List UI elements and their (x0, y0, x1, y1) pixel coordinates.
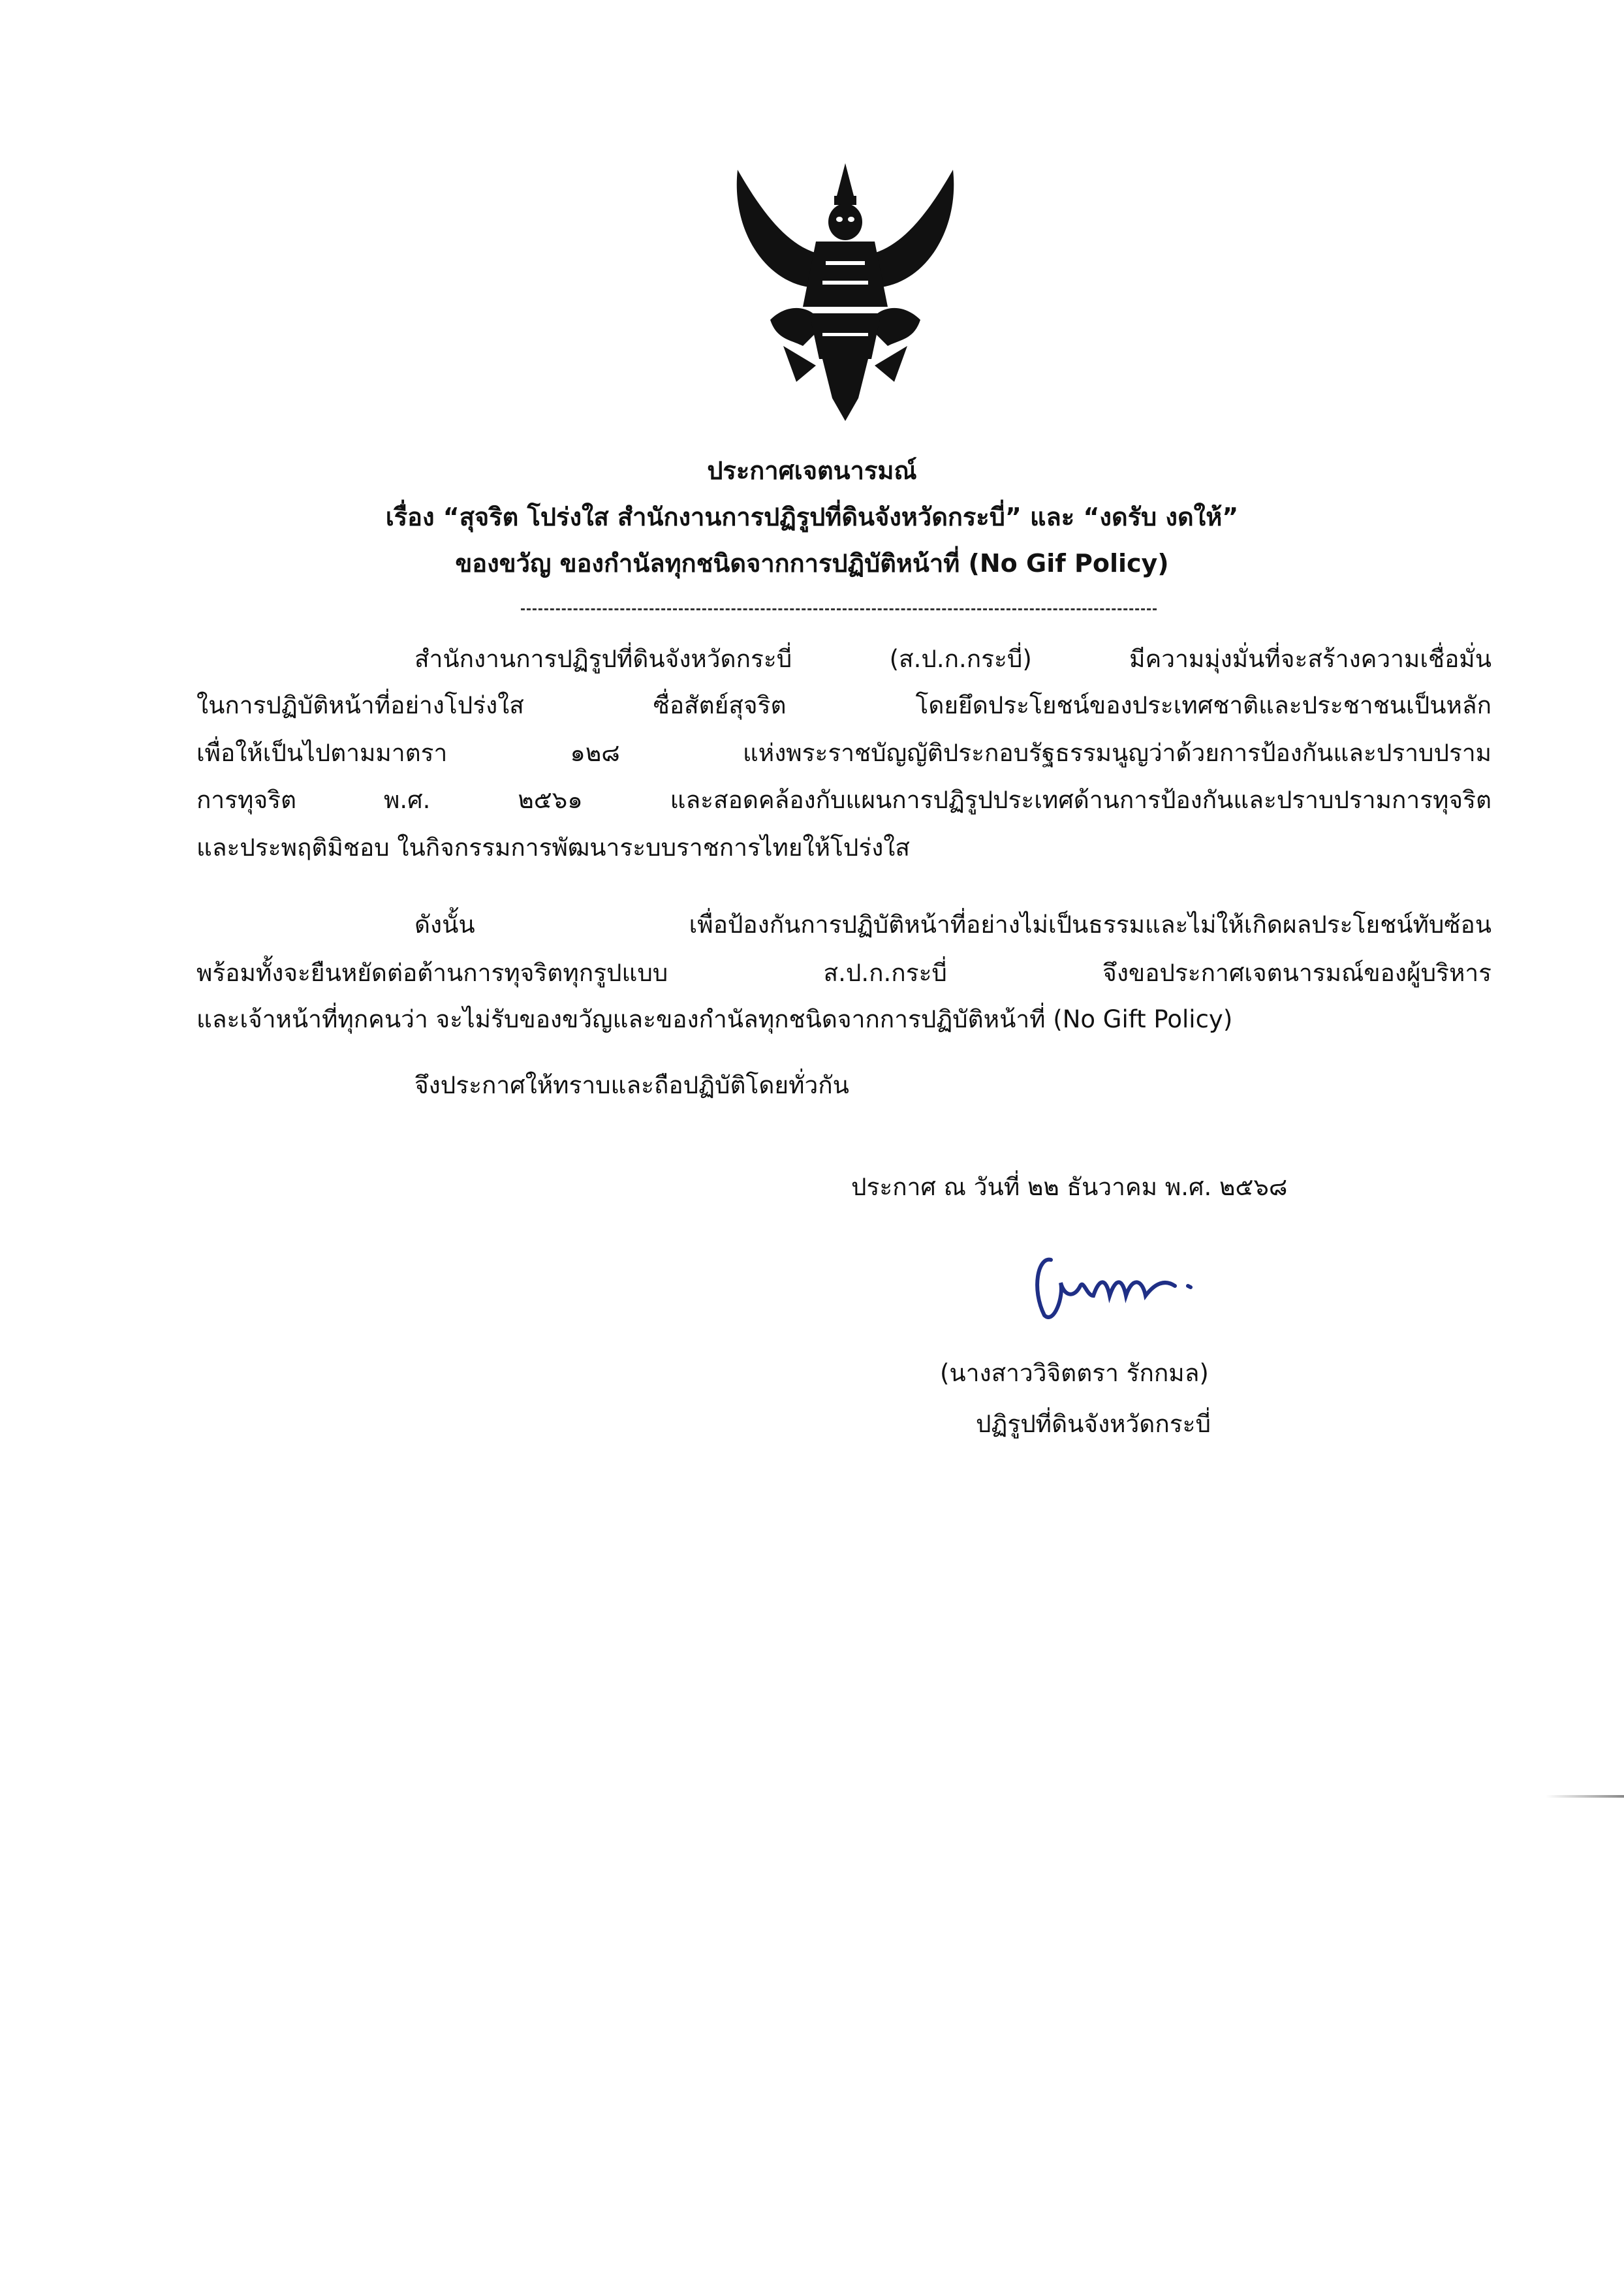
paragraph-1-line: การทุจริต พ.ศ. ๒๕๖๑ และสอดคล้องกับแผนการปฏิรูปประเทศด้านการป้องกันและปราบปรามการทุจริต (196, 786, 1491, 814)
paragraph-2-line: ดังนั้น เพื่อป้องกันการปฏิบัติหน้าที่อย่างไม่เป็นธรรมและไม่ให้เกิดผลประโยชน์ทับซ้อน (414, 911, 1491, 939)
paragraph-2-line: และเจ้าหน้าที่ทุกคนว่า จะไม่รับของขวัญและของกำนัลทุกชนิดจากการปฏิบัติหน้าที่ (No Gift Policy) (196, 1005, 1233, 1033)
signature (1025, 1250, 1234, 1328)
paragraph-1-line: เพื่อให้เป็นไปตามมาตรา ๑๒๘ แห่งพระราชบัญญัติประกอบรัฐธรรมนูญว่าด้วยการป้องกันและปราบปราม (196, 739, 1491, 767)
signatory-position: ปฏิรูปที่ดินจังหวัดกระบี่ (976, 1410, 1211, 1438)
signatory-name: (นางสาววิจิตตรา รักกมล) (940, 1359, 1209, 1387)
paragraph-2-line: พร้อมทั้งจะยืนหยัดต่อต้านการทุจริตทุกรูปแบบ ส.ป.ก.กระบี่ จึงขอประกาศเจตนารมณ์ของผู้บริหาร (196, 959, 1491, 987)
paragraph-1-line: และประพฤติมิชอบ ในกิจกรรมการพัฒนาระบบราชการไทยให้โปร่งใส (196, 834, 910, 862)
announcement-date: ประกาศ ณ วันที่ ๒๒ ธันวาคม พ.ศ. ๒๕๖๘ (851, 1173, 1288, 1201)
paragraph-1-line: สำนักงานการปฏิรูปที่ดินจังหวัดกระบี่ (ส.ป.ก.กระบี่) มีความมุ่งมั่นที่จะสร้างความเชื่อมั่น (414, 645, 1491, 673)
garuda-emblem (725, 157, 966, 424)
dashed-divider (521, 608, 1157, 610)
subject-line-2: ของขวัญ ของกำนัลทุกชนิดจากการปฏิบัติหน้าที่ (No Gif Policy) (455, 549, 1169, 578)
paragraph-3: จึงประกาศให้ทราบและถือปฏิบัติโดยทั่วกัน (414, 1071, 849, 1099)
paragraph-1-line: ในการปฏิบัติหน้าที่อย่างโปร่งใส ซื่อสัตย์สุจริต โดยยึดประโยชน์ของประเทศชาติและประชาชนเป็นหลัก (196, 691, 1491, 719)
subject-line-1: เรื่อง “สุจริต โปร่งใส สำนักงานการปฏิรูปที่ดินจังหวัดกระบี่” และ “งดรับ งดให้” (385, 503, 1239, 531)
scan-artifact (1546, 1795, 1624, 1798)
document-title: ประกาศเจตนารมณ์ (707, 456, 917, 485)
